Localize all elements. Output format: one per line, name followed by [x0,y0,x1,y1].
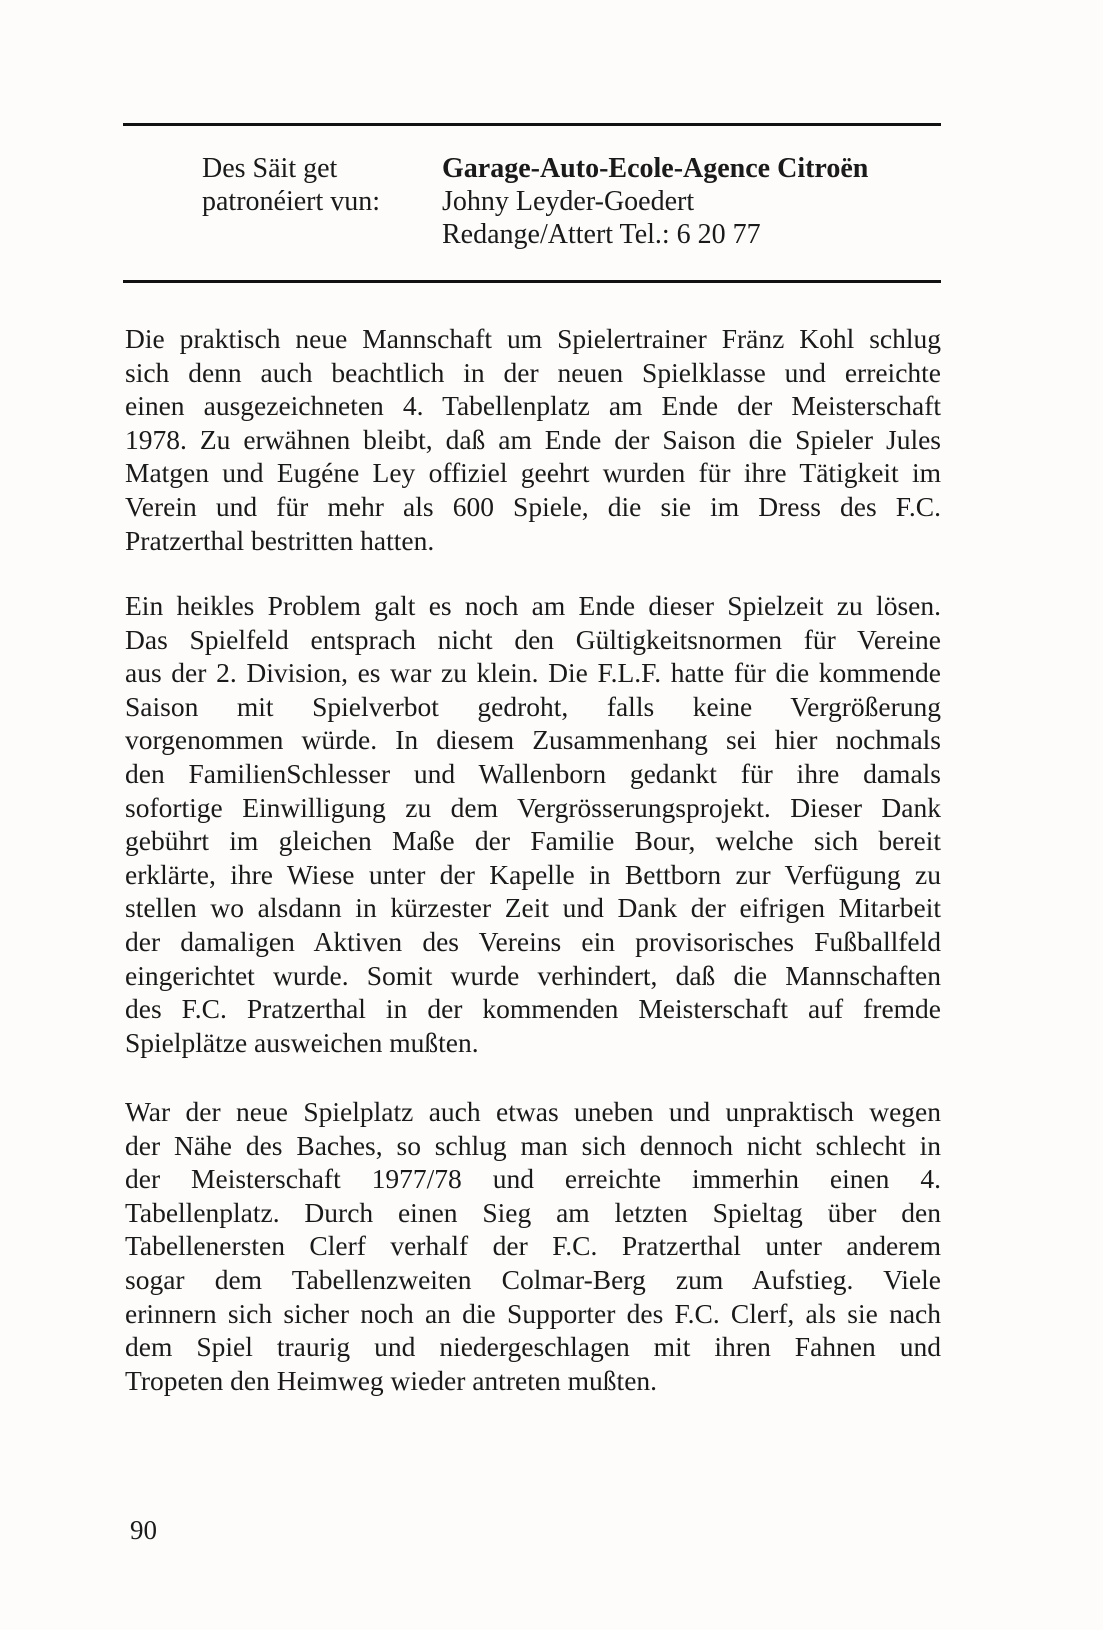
sponsor-label [202,152,442,218]
text-line: Spielplätze ausweichen mußten. [125,1026,479,1058]
text-line: 1978. Zu erwähnen bleibt, daß am Ende der Saison die Spieler Jules [125,423,941,455]
text-line: den FamilienSchlesser und Wallenborn gedankt für ihre damals [125,757,941,789]
text-line: Pratzerthal bestritten hatten. [125,524,435,556]
text-line: Matgen und Eugéne Ley offiziel geehrt wurden für ihre Tätigkeit im [125,457,941,489]
sponsor-label-line: patronéiert vun: [202,186,381,217]
text-line: der damaligen Aktiven des Vereins ein provisorisches Fußballfeld [125,925,941,957]
page-number: 90 [130,1515,157,1545]
sponsor-address: Redange/Attert Tel.: 6 20 77 [442,219,761,250]
text-line: dem Spiel traurig und niedergeschlagen mit ihren Fahnen und [125,1331,941,1363]
paragraph-2 [125,589,941,1059]
paragraph-3 [125,1095,941,1397]
text-line: Verein und für mehr als 600 Spiele, die sie im Dress des F.C. [125,490,941,522]
text-line: der Nähe des Baches, so schlug man sich dennoch nicht schlecht in [125,1129,941,1161]
sponsor-details [442,152,962,251]
text-line: erklärte, ihre Wiese unter der Kapelle in Bettborn zur Verfügung zu [125,858,941,890]
text-line: Tabellenersten Clerf verhalf der F.C. Pratzerthal unter anderem [125,1230,941,1262]
text-line: Ein heikles Problem galt es noch am Ende dieser Spielzeit zu lösen. [125,590,941,621]
text-line: vorgenommen würde. In diesem Zusammenhang sei hier nochmals [125,724,941,756]
text-line: War der neue Spielplatz auch etwas uneben und unpraktisch wegen [125,1096,941,1127]
text-line: eingerichtet wurde. Somit wurde verhindert, daß die Mannschaften [125,959,941,991]
text-line: des F.C. Pratzerthal in der kommenden Meisterschaft auf fremde [125,993,941,1025]
text-line: Tabellenplatz. Durch einen Sieg am letzten Spieltag über den [125,1196,941,1228]
text-line: sofortige Einwilligung zu dem Vergrösserungsprojekt. Dieser Dank [125,791,941,823]
text-line: gebührt im gleichen Maße der Familie Bour, welche sich bereit [125,825,941,857]
sponsor-company: Garage-Auto-Ecole-Agence Citroën [442,153,869,184]
text-line: Das Spielfeld entsprach nicht den Gültigkeitsnormen für Vereine [125,623,941,655]
paragraph-1 [125,322,941,557]
text-line: sich denn auch beachtlich in der neuen Spielklasse und erreichte [125,356,941,388]
text-line: Die praktisch neue Mannschaft um Spielertrainer Fränz Kohl schlug [125,323,941,354]
sponsor-label-line: Des Säit get [202,153,338,184]
bottom-rule [123,280,941,283]
sponsor-owner: Johny Leyder-Goedert [442,186,695,217]
text-line: aus der 2. Division, es war zu klein. Die F.L.F. hatte für die kommende [125,657,941,689]
text-line: stellen wo alsdann in kürzester Zeit und Dank der eifrigen Mitarbeit [125,892,941,924]
text-line: erinnern sich sicher noch an die Supporter des F.C. Clerf, als sie nach [125,1297,941,1329]
top-rule [123,123,941,126]
text-line: einen ausgezeichneten 4. Tabellenplatz am Ende der Meisterschaft [125,390,941,422]
text-line: der Meisterschaft 1977/78 und erreichte immerhin einen 4. [125,1163,941,1195]
text-line: Saison mit Spielverbot gedroht, falls keine Vergrößerung [125,690,941,722]
text-line: Tropeten den Heimweg wieder antreten mußten. [125,1364,658,1396]
text-line: sogar dem Tabellenzweiten Colmar-Berg zum Aufstieg. Viele [125,1263,941,1295]
